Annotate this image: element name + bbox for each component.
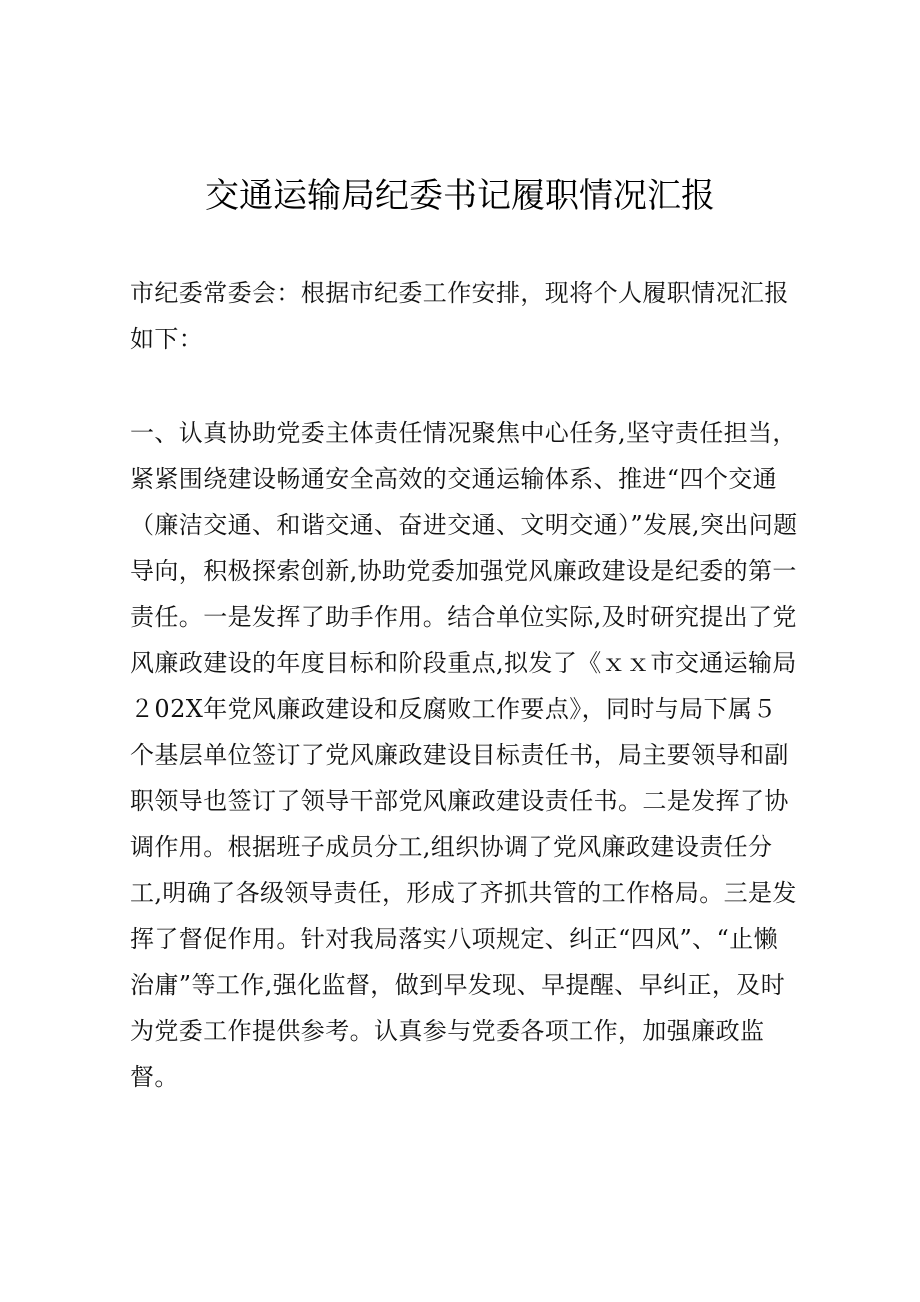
section-1-paragraph: 一、认真协助党委主体责任情况聚焦中心任务,坚守责任担当，紧紧围绕建设畅通安全高效的交通运输体系、推进“四个交通（廉洁交通、和谐交通、奋进交通、文明交通）”发展,突出问题导向，积极探索创新,协助党委加强党风廉政建设是纪委的第一责任。一是发挥了助手作用。结合单位实际,及时研究提出了党风廉政建设的年度目标和阶段重点,拟发了《ｘｘ市交通运输局２02X年党风廉政建设和反腐败工作要点》，同时与局下属５个基层单位签订了党风廉政建设目标责任书，局主要领导和副职领导也签订了领导干部党风廉政建设责任书。二是发挥了协调作用。根据班子成员分工,组织协调了党风廉政建设责任分工,明确了各级领导责任，形成了齐抓共管的工作格局。三是发挥了督促作用。针对我局落实八项规定、纠正“四风”、“止懒治庸”等工作,强化监督，做到早发现、早提醒、早纠正，及时为党委工作提供参考。认真参与党委各项工作，加强廉政监督。 — [130, 419, 798, 1091]
intro-paragraph: 市纪委常委会：根据市纪委工作安排，现将个人履职情况汇报如下： — [130, 279, 789, 353]
document-title: 交通运输局纪委书记履职情况汇报 — [205, 176, 715, 216]
